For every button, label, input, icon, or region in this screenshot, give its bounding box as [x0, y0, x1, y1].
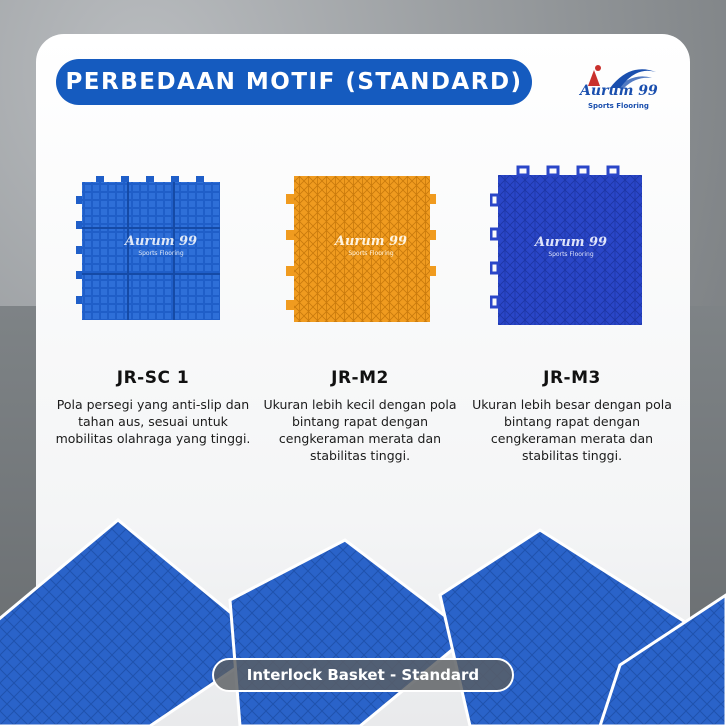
- tile-logo-name: Aurum 99: [124, 234, 198, 249]
- product-tile-jr-sc1: [76, 176, 226, 326]
- page-title: PERBEDAAN MOTIF (STANDARD): [65, 69, 523, 95]
- product-tile-jr-m3: [490, 165, 640, 315]
- tile-logo-name: Aurum 99: [534, 235, 608, 250]
- product-tile-jr-m2: [286, 172, 436, 322]
- product-description: Pola persegi yang anti-slip dan tahan aus, sesuai untuk mobilitas olahraga yang tinggi.: [55, 397, 251, 446]
- product-description: Ukuran lebih kecil dengan pola bintang rapat dengan cengkeraman merata dan stabilitas tinggi.: [263, 397, 457, 463]
- tile-logo: [526, 235, 616, 258]
- tile-logo-subtitle: Sports Flooring: [138, 250, 184, 257]
- product-description: Ukuran lebih besar dengan pola bintang rapat dengan cengkeraman merata dan stabilitas tinggi.: [472, 397, 672, 463]
- tile-logo: [116, 234, 206, 257]
- tile-logo-subtitle: Sports Flooring: [348, 250, 394, 257]
- logo-name: Aurum 99: [580, 83, 658, 99]
- product-name: JR-M3: [543, 368, 601, 388]
- decorative-floor-tiles: [0, 515, 726, 726]
- product-name: JR-SC 1: [116, 368, 190, 388]
- tile-logo: [326, 234, 416, 257]
- tile-logo-subtitle: Sports Flooring: [548, 251, 594, 258]
- title-banner: [56, 59, 532, 105]
- product-name: JR-M2: [331, 368, 389, 388]
- footer-label: Interlock Basket - Standard: [246, 666, 480, 684]
- logo-subtitle: Sports Flooring: [588, 102, 649, 110]
- footer-label-pill: [212, 658, 514, 692]
- tile-logo-name: Aurum 99: [334, 234, 408, 249]
- brand-logo: [580, 58, 660, 118]
